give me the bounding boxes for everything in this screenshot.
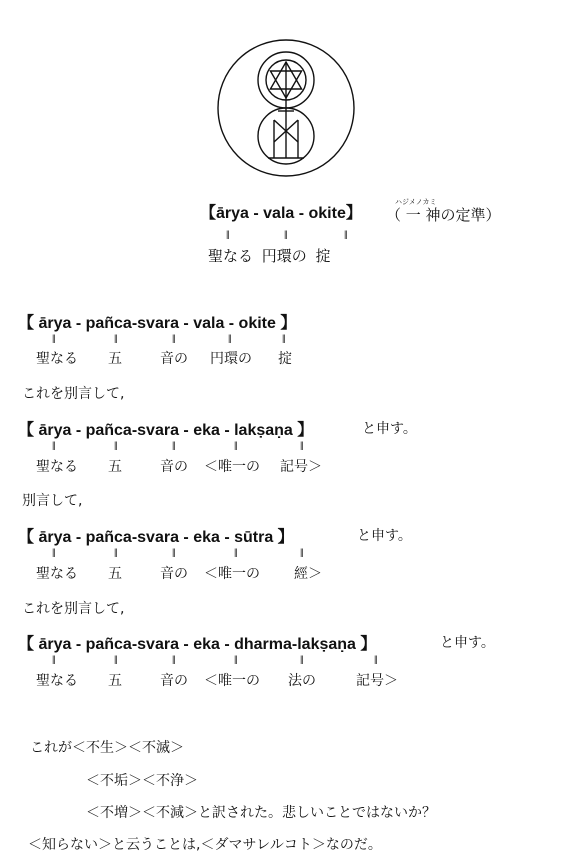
gloss-word: 音の — [160, 459, 188, 475]
title-paren: （ 一 神の定準） — [386, 206, 501, 224]
block-roman: 【 ārya - pañca-svara - eka - lakṣaṇa 】 — [18, 422, 314, 439]
gloss-word: ＜唯一の — [204, 673, 260, 689]
separator: || — [284, 229, 287, 239]
closing-line: ＜不垢＞＜不浄＞ — [86, 773, 198, 789]
closing-line: ＜不増＞＜不減＞と訳された。悲しいことではないか？ — [86, 805, 436, 821]
separator: || — [282, 333, 285, 343]
gloss-word: 聖なる — [36, 673, 78, 689]
separator: || — [226, 229, 229, 239]
gloss-word: 音の — [160, 351, 188, 367]
gloss-word: 掟 — [278, 351, 292, 367]
closing-line: これが＜不生＞＜不滅＞ — [30, 740, 184, 756]
title-roman: 【ārya - vala - okite】 — [200, 205, 362, 222]
separator: || — [234, 654, 237, 664]
gloss-word: 五 — [108, 459, 122, 475]
gloss-word: 經＞ — [294, 566, 322, 582]
gloss-word: 五 — [108, 351, 122, 367]
separator: || — [344, 229, 347, 239]
separator: || — [172, 654, 175, 664]
transition-text: これを別言して, — [22, 601, 125, 617]
gloss-word: 五 — [108, 566, 122, 582]
separator: || — [234, 547, 237, 557]
gloss-word: 聖なる — [36, 351, 78, 367]
block-suffix: と申す。 — [440, 635, 495, 651]
transition-text: これを別言して, — [22, 386, 125, 402]
title-ruby: ハジメノカミ — [395, 198, 437, 206]
closing-line: ＜知らない＞と云うことは,＜ダマサレルコト＞なのだ。 — [28, 837, 382, 853]
separator: || — [172, 547, 175, 557]
separator: || — [300, 547, 303, 557]
separator: || — [52, 547, 55, 557]
transition-text: 別言して, — [22, 493, 83, 509]
separator: || — [300, 440, 303, 450]
separator: || — [114, 547, 117, 557]
gloss-word: 記号＞ — [356, 673, 398, 689]
separator: || — [52, 440, 55, 450]
separator: || — [172, 333, 175, 343]
gloss-word: 聖なる — [36, 459, 78, 475]
gloss-word: 音の — [160, 673, 188, 689]
gloss-word: 音の — [160, 566, 188, 582]
gloss-word: 円環の — [210, 351, 252, 367]
gloss-word: ＜唯一の — [204, 566, 260, 582]
separator: || — [52, 333, 55, 343]
separator: || — [52, 654, 55, 664]
block-suffix: と申す。 — [362, 421, 417, 437]
block-suffix: と申す。 — [357, 528, 412, 544]
gloss-word: 記号＞ — [280, 459, 322, 475]
separator: || — [114, 333, 117, 343]
separator: || — [234, 440, 237, 450]
separator: || — [114, 440, 117, 450]
block-roman: 【 ārya - pañca-svara - vala - okite 】 — [18, 315, 297, 332]
block-roman: 【 ārya - pañca-svara - eka - sūtra 】 — [18, 529, 294, 546]
gloss-word: ＜唯一の — [204, 459, 260, 475]
separator: || — [172, 440, 175, 450]
separator: || — [228, 333, 231, 343]
gloss-word: 聖なる — [36, 566, 78, 582]
block-roman: 【 ārya - pañca-svara - eka - dharma-lakṣaṇa 】 — [18, 636, 377, 653]
separator: || — [114, 654, 117, 664]
gloss-word: 法の — [288, 673, 316, 689]
separator: || — [374, 654, 377, 664]
separator: || — [300, 654, 303, 664]
title-gloss: 聖なる 円環の 掟 — [208, 247, 331, 265]
sacred-circle-emblem — [216, 38, 356, 178]
gloss-word: 五 — [108, 673, 122, 689]
